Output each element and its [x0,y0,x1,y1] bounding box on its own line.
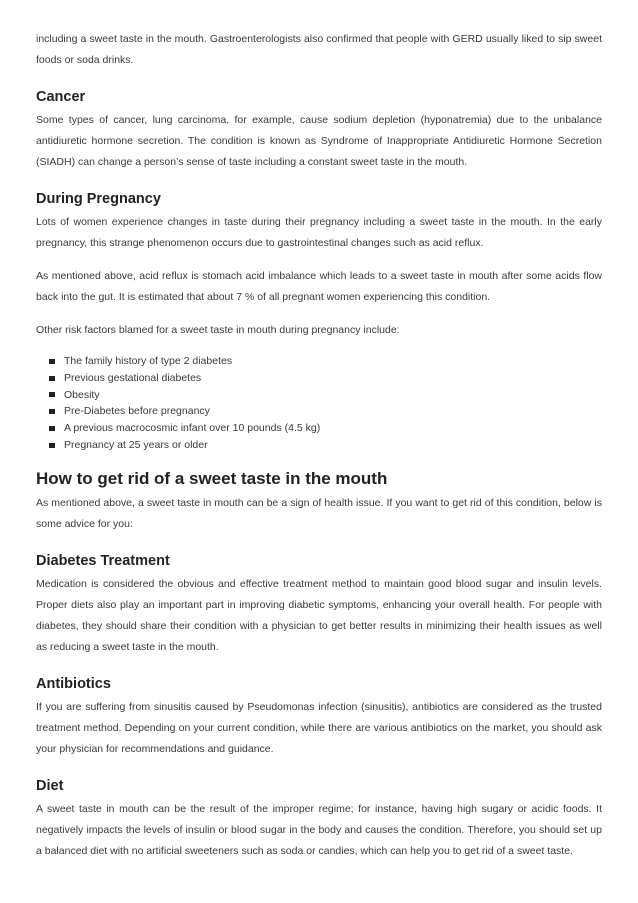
list-item: A previous macrocosmic infant over 10 pounds (4.5 kg) [49,420,602,437]
antibiotics-paragraph: If you are suffering from sinusitis caused by Pseudomonas infection (sinusitis), antibiotics are considered as the trusted treatment method. Depending on your current condition, while there are various antibiotics on the market, you should ask your physician for recommendations and guidance. [36,700,602,755]
get-rid-heading: How to get rid of a sweet taste in the mouth [36,468,388,488]
diet-paragraph: A sweet taste in mouth can be the result of the improper regime; for instance, having high sugary or acidic foods. It negatively impacts the levels of insulin or blood sugar in the body and causes the condition. Therefore, you should set up a balanced diet with no artificial sweeteners such as soda or candies, which can help you to get rid of a sweet taste. [36,802,602,857]
bullet-square-icon [49,426,55,431]
pregnancy-heading: During Pregnancy [36,191,161,207]
list-item: Pre-Diabetes before pregnancy [49,403,602,420]
list-item: Obesity [49,387,602,404]
list-item: The family history of type 2 diabetes [49,353,602,370]
pregnancy-paragraph-2: As mentioned above, acid reflux is stomach acid imbalance which leads to a sweet taste in mouth after some acids flow back into the gut. It is estimated that about 7 % of all pregnant women experiencing this condition. [36,270,602,303]
bullet-square-icon [49,392,55,397]
pregnancy-paragraph-3: Other risk factors blamed for a sweet taste in mouth during pregnancy include: [36,324,400,336]
diabetes-treatment-paragraph: Medication is considered the obvious and effective treatment method to maintain good blood sugar and insulin levels. Proper diets also play an important part in improving diabetic symptoms, enhancing your overall health. For people with diabetes, they should share their condition with a physician to get better results in minimizing their health issues as well as reducing a sweet taste in the mouth. [36,577,602,653]
bullet-square-icon [49,376,55,381]
list-item: Previous gestational diabetes [49,370,602,387]
get-rid-paragraph: As mentioned above, a sweet taste in mouth can be a sign of health issue. If you want to get rid of this condition, below is some advice for you: [36,496,602,530]
intro-paragraph: including a sweet taste in the mouth. Gastroenterologists also confirmed that people with GERD usually liked to sip sweet foods or soda drinks. [36,33,602,66]
diabetes-treatment-heading: Diabetes Treatment [36,552,170,569]
bullet-square-icon [49,359,55,364]
antibiotics-heading: Antibiotics [36,675,111,692]
risk-factors-list [36,353,602,454]
bullet-square-icon [49,409,55,414]
bullet-square-icon [49,443,55,448]
list-item: Pregnancy at 25 years or older [49,437,602,454]
diet-heading: Diet [36,777,64,794]
pregnancy-paragraph-1: Lots of women experience changes in taste during their pregnancy including a sweet taste in the mouth. In the early pregnancy, this strange phenomenon occurs due to gastrointestinal changes such as acid reflux. [36,216,602,249]
cancer-heading: Cancer [36,89,86,105]
cancer-paragraph: Some types of cancer, lung carcinoma, for example, cause sodium depletion (hyponatremia) due to the unbalance antidiuretic hormone secretion. The condition is known as Syndrome of Inappropriate Antidiuretic Hormone Secretion (SIADH) can change a person’s sense of taste including a constant sweet taste in the mouth. [36,114,602,168]
